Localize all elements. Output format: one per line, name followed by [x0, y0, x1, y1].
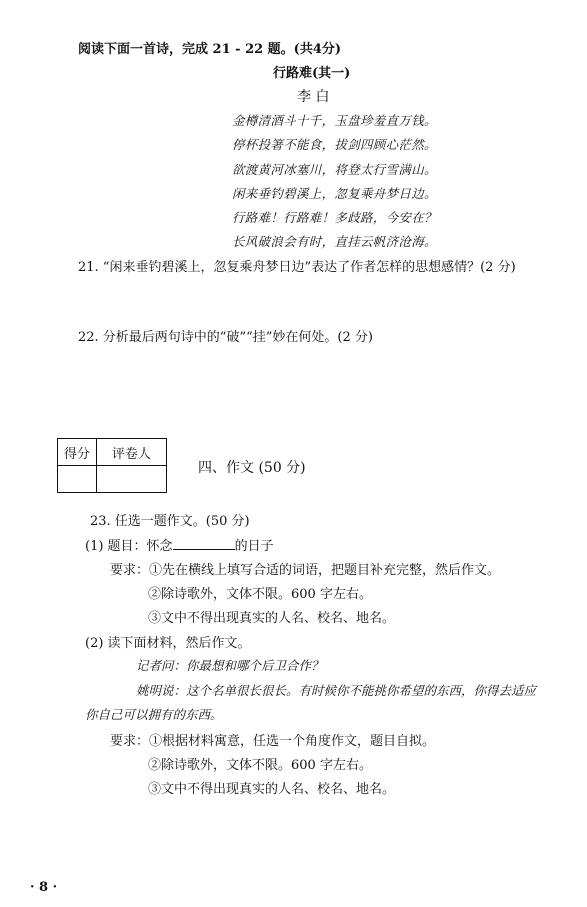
poem-line: 停杯投箸不能食，拔剑四顾心茫然。 [232, 137, 437, 152]
question-23-intro: 23. 任选一题作文。(50 分) [90, 514, 250, 529]
option1-req-1 [110, 559, 500, 578]
req-label: 要求： [110, 563, 150, 578]
poem-line: 欲渡黄河冰塞川，将登太行雪满山。 [232, 162, 437, 177]
option2-req-2: ②除诗歌外，文体不限。600 字左右。 [148, 758, 372, 773]
question-22: 22. 分析最后两句诗中的“破”“挂”妙在何处。(2 分) [78, 330, 373, 345]
score-box [57, 438, 167, 493]
material-answer-2: 你自己可以拥有的东西。 [85, 707, 223, 722]
option2-req-3: ③文中不得出现真实的人名、校名、地名。 [148, 782, 396, 797]
poem-line: 行路难！行路难！多歧路，今安在？ [232, 210, 437, 225]
section-four-heading: 四、作文 (50 分) [198, 460, 306, 476]
option1-title [85, 535, 274, 554]
page-number: · 8 · [30, 880, 58, 895]
title-blank-line[interactable] [173, 537, 235, 550]
option2-intro: (2) 读下面材料，然后作文。 [85, 636, 251, 651]
score-cell[interactable] [58, 466, 97, 493]
poem-instruction: 阅读下面一首诗，完成 21 - 22 题。(共4分) [78, 42, 342, 57]
req-text: ①先在横线上填写合适的词语，把题目补充完整，然后作文。 [149, 563, 501, 578]
option1-req-2: ②除诗歌外，文体不限。600 字左右。 [148, 587, 372, 602]
poem-author: 李 白 [297, 89, 330, 105]
poem-line: 金樽清酒斗十千，玉盘珍羞直万钱。 [232, 113, 437, 128]
option1-title-suffix: 的日子 [234, 539, 274, 554]
option2-req-1 [110, 730, 435, 749]
poem-title: 行路难(其一) [273, 66, 351, 81]
poem-line: 闲来垂钓碧溪上，忽复乘舟梦日边。 [232, 186, 437, 201]
option1-title-prefix: (1) 题目：怀念 [85, 539, 173, 554]
option1-req-3: ③文中不得出现真实的人名、校名、地名。 [148, 611, 396, 626]
grader-label: 评卷人 [96, 439, 166, 466]
material-answer-1: 姚明说：这个名单很长很长。有时候你不能挑你希望的东西，你得去适应 [136, 683, 537, 698]
req-text: ①根据材料寓意，任选一个角度作文，题目自拟。 [149, 734, 436, 749]
score-label: 得分 [58, 439, 97, 466]
grader-cell[interactable] [96, 466, 166, 493]
material-question: 记者问：你最想和哪个后卫合作？ [136, 658, 324, 673]
req-label: 要求： [110, 734, 150, 749]
poem-line: 长风破浪会有时，直挂云帆济沧海。 [232, 234, 437, 249]
question-21: 21. “闲来垂钓碧溪上，忽复乘舟梦日边”表达了作者怎样的思想感情？(2 分) [78, 260, 516, 275]
